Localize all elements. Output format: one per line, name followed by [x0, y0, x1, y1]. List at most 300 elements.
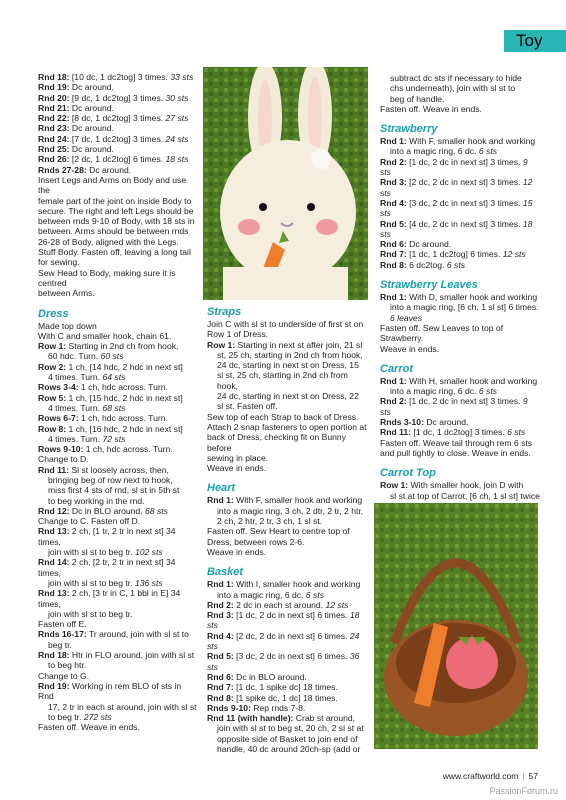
instruction-text: [7 dc, 1 dc2tog] 3 times.	[69, 133, 166, 144]
instruction-line	[38, 588, 198, 609]
instruction-text: Fasten off. Weave in ends.	[380, 103, 482, 114]
instruction-text: into a magic ring, 6 dc.	[217, 589, 306, 600]
paragraph-line: Made top down	[38, 320, 97, 331]
instruction-line	[207, 391, 367, 401]
instruction-label: Rnd 11:	[380, 427, 412, 438]
stitch-count: 6 leaves	[390, 312, 423, 323]
instruction-text: and pull tightly to close. Weave in ends.	[380, 447, 531, 458]
instruction-line	[38, 681, 198, 702]
heading-carrot: Carrot	[380, 362, 414, 375]
instruction-line	[380, 94, 540, 104]
heading-strawberry-leaves: Strawberry Leaves	[380, 279, 478, 292]
body-rounds	[38, 72, 198, 175]
instruction-label: Rnd 12:	[38, 505, 70, 516]
stitch-count: 24 sts	[207, 630, 360, 652]
stitch-count: 27 sts	[165, 113, 189, 124]
instruction-label: Rnd 4:	[380, 197, 407, 208]
instruction-text: [1 dc, 2 dc in next st] 3 times.	[406, 396, 523, 407]
paragraph-line: Insert Legs and Arms on Body and use the	[38, 174, 187, 196]
instruction-line	[207, 682, 367, 692]
instruction-label: Rnds 9-10:	[207, 702, 251, 713]
stitch-count: 6 sts	[305, 589, 325, 600]
instruction-text: Sl st loosely across, then,	[69, 464, 169, 475]
instruction-line	[207, 453, 367, 463]
instruction-label: Rnd 11 (with handle):	[207, 713, 294, 724]
heart-text	[207, 495, 367, 557]
instruction-line	[380, 323, 540, 344]
instruction-label: Rnd 6:	[207, 671, 234, 682]
column-2	[207, 306, 367, 754]
page-number: 57	[528, 771, 538, 781]
instruction-text: 2 ch, [2 tr, 2 tr in next st] 34 times,	[38, 557, 176, 578]
instruction-label: Rnd 2:	[380, 156, 407, 167]
instruction-text: With D, smaller hook and working	[406, 292, 538, 303]
instruction-line	[38, 393, 198, 403]
instruction-label: Rnd 25:	[38, 144, 70, 155]
stitch-count: 12 sts	[502, 249, 526, 260]
instruction-line	[207, 506, 367, 516]
paragraph-line: Stuff Body. Fasten off, leaving a long tail	[38, 247, 191, 258]
instruction-line	[38, 134, 198, 144]
instruction-label: Rnd 1:	[207, 495, 234, 506]
instruction-text: Starting in next st after join, 21 sl	[235, 339, 363, 350]
instruction-label: Rnd 2:	[207, 599, 234, 610]
instruction-text: [2 dc, 2 dc in next st] 6 times.	[233, 630, 350, 641]
paragraph-line: With C and smaller hook, chain 61.	[38, 330, 172, 341]
instruction-text: Weave in ends.	[207, 546, 267, 557]
instruction-text: into a magic ring, 6 dc.	[390, 386, 479, 397]
stitch-count: 102 sts	[134, 547, 163, 558]
instruction-line	[380, 83, 540, 93]
instruction-line	[38, 341, 198, 351]
instruction-text: beg tr.	[48, 639, 72, 650]
section-tab: Toy	[504, 30, 566, 52]
bunny-photo	[203, 67, 368, 300]
dress-rows	[38, 341, 198, 732]
instruction-line	[38, 434, 198, 444]
column-3	[380, 73, 540, 521]
instruction-text: Attach 2 snap fasteners to open portion at	[207, 421, 367, 432]
straps-text	[207, 319, 367, 473]
instruction-text: 4 times. Turn.	[48, 402, 103, 413]
instruction-label: Rnd 26:	[38, 154, 70, 165]
instruction-line	[38, 403, 198, 413]
instruction-line	[207, 547, 367, 557]
instruction-text: 17, 2 tr in each st around, join with sl st	[48, 701, 197, 712]
watermark: PassionForum.ru	[489, 786, 558, 796]
instruction-text: 60 hdc. Turn.	[48, 351, 101, 362]
instruction-text: Dc around.	[69, 102, 114, 113]
instruction-label: Rnd 1:	[380, 292, 407, 303]
instruction-line	[38, 82, 198, 92]
instruction-line	[38, 712, 198, 722]
instruction-label: Rnd 19:	[38, 82, 70, 93]
instruction-label: Rnd 13:	[38, 588, 70, 599]
instruction-line	[380, 491, 540, 501]
instruction-text: Dc around.	[69, 82, 114, 93]
instruction-text: 2 ch, 2 htr, 2 tr, 3 ch, 1 sl st.	[217, 516, 323, 527]
instruction-label: Rnd 11:	[38, 464, 70, 475]
instruction-line	[38, 72, 198, 82]
stitch-count: 18 sts	[207, 610, 360, 631]
instruction-line	[207, 713, 367, 723]
instruction-label: Row 8:	[38, 423, 67, 434]
instruction-text: join with sl st to beg tr.	[48, 547, 135, 558]
instruction-text: Tr around, join with sl st to	[86, 629, 189, 640]
instruction-line	[38, 516, 198, 526]
leaves-text	[380, 292, 540, 354]
instruction-line	[38, 629, 198, 639]
stitch-count: 15 sts	[380, 197, 533, 219]
instruction-text: join with sl st to beg st, 20 ch, 2 sl st at	[217, 723, 364, 734]
instruction-line	[207, 651, 367, 672]
instruction-line	[380, 157, 540, 178]
instruction-line	[380, 73, 540, 83]
instruction-text: bringing beg of row next to hook,	[48, 474, 173, 485]
instruction-line	[207, 610, 367, 631]
instruction-line	[380, 260, 540, 270]
instruction-text: Change to G.	[38, 670, 90, 681]
instruction-line	[380, 427, 540, 437]
instruction-text: to beg htr.	[48, 660, 87, 671]
instruction-line	[38, 475, 198, 485]
stitch-count: 72 sts	[102, 433, 126, 444]
instruction-text: Join C with sl st to underside of first st on	[207, 319, 364, 329]
instruction-line	[207, 463, 367, 473]
instruction-label: Rnd 13:	[38, 526, 70, 537]
instruction-line	[38, 372, 198, 382]
instruction-line	[207, 319, 367, 329]
instruction-line	[38, 557, 198, 578]
instruction-text: [1 dc, 1 dc2tog] 3 times.	[411, 427, 508, 438]
heading-carrot-top: Carrot Top	[380, 467, 436, 480]
instruction-line	[38, 650, 198, 660]
instruction-label: Rnd 22:	[38, 113, 70, 124]
instruction-line	[380, 376, 540, 386]
instruction-text: 24 dc, starting in next st on Dress, 15	[217, 360, 359, 371]
stitch-count: 9 sts	[380, 156, 528, 178]
instruction-text: [2 dc, 1 dc2tog] 6 times.	[69, 154, 166, 165]
instruction-text: 6 dc2tog.	[406, 259, 447, 270]
instruction-line	[38, 93, 198, 103]
instruction-label: Row 2:	[38, 361, 67, 372]
instruction-line	[380, 249, 540, 259]
stitch-count: 6 sts	[507, 427, 526, 438]
instruction-text: 1 ch, hdc across. Turn.	[83, 444, 173, 455]
instruction-label: Row 1:	[380, 480, 409, 491]
instruction-line	[207, 350, 367, 360]
instruction-line	[207, 412, 367, 422]
instruction-line	[380, 239, 540, 249]
instruction-line	[38, 454, 198, 464]
stitch-count: 33 sts	[170, 72, 194, 82]
instruction-line	[207, 495, 367, 505]
instruction-text: With F, smaller hook and working	[406, 136, 536, 147]
instruction-text: join with sl st to beg tr.	[48, 608, 133, 619]
instruction-text: Change to D.	[38, 454, 89, 465]
instruction-text: to beg working in the rnd.	[48, 495, 145, 506]
instruction-line	[207, 579, 367, 589]
instruction-label: Row 5:	[38, 392, 67, 403]
instruction-text: Row 1 of Dress.	[207, 329, 269, 340]
instruction-line	[380, 177, 540, 198]
instruction-line	[380, 302, 540, 312]
instruction-line	[380, 292, 540, 302]
instruction-text: sl st at top of Carrot, [6 ch, 1 sl st] twice	[390, 490, 540, 501]
instruction-line	[38, 465, 198, 475]
instruction-label: Rnd 7:	[380, 249, 407, 260]
instruction-line	[38, 424, 198, 434]
paragraph-line: Sew Head to Body, making sure it is centred	[38, 267, 176, 288]
instruction-label: Rnd 1:	[207, 579, 234, 590]
instruction-label: Rnd 21:	[38, 102, 70, 113]
instruction-text: 1 ch, hdc across. Turn.	[78, 382, 168, 393]
instruction-line	[207, 329, 367, 339]
instruction-line	[207, 432, 367, 453]
instruction-line	[38, 496, 198, 506]
basket-photo	[374, 503, 538, 749]
footer-site: www.craftworld.com	[442, 771, 519, 781]
instruction-text: to beg tr.	[48, 711, 84, 722]
paragraph-line: between. Arms should be between rnds	[38, 226, 189, 237]
heading-dress: Dress	[38, 307, 69, 320]
instruction-label: Rnd 3:	[207, 610, 234, 621]
instruction-line	[38, 444, 198, 454]
instruction-label: Rnd 6:	[380, 239, 407, 250]
stitch-count: 68 sts	[102, 402, 126, 413]
body-assembly-text	[38, 175, 198, 299]
basket-continued	[380, 73, 540, 114]
instruction-line	[207, 370, 367, 391]
instruction-text: [1 dc, 1 spike dc] 18 times.	[233, 682, 338, 693]
instruction-line	[207, 537, 367, 547]
instruction-line	[207, 693, 367, 703]
instruction-line	[207, 631, 367, 652]
instruction-line	[38, 382, 198, 392]
instruction-text: Fasten off. Sew Leaves to top of Strawberry.	[380, 322, 504, 344]
instruction-line	[207, 590, 367, 600]
instruction-line	[38, 351, 198, 361]
paragraph-line: 26-28 of Body, aligned with the Legs.	[38, 236, 179, 247]
instruction-line	[38, 413, 198, 423]
instruction-text: With F, smaller hook and working	[233, 495, 363, 506]
instruction-label: Rnd 5:	[380, 218, 407, 229]
instruction-text: [1 dc, 2 dc in next st] 3 times.	[406, 156, 523, 167]
instruction-text: [3 dc, 2 dc in next st] 6 times.	[233, 651, 350, 662]
instruction-line	[38, 619, 198, 629]
instruction-text: Fasten off. Sew Heart to centre top of	[207, 526, 350, 537]
instruction-text: With smaller hook, join D with	[408, 480, 524, 491]
instruction-text: Dc around.	[69, 144, 114, 155]
instruction-line	[380, 219, 540, 240]
instruction-text: sl st, 25 ch, starting in 2nd ch from hook,	[217, 370, 348, 391]
instruction-text: [4 dc, 2 dc in next st] 3 times.	[406, 218, 523, 229]
heading-strawberry: Strawberry	[380, 123, 438, 136]
instruction-text: [2 dc, 2 dc in next st] 3 times.	[406, 177, 523, 188]
instruction-label: Rnd 18:	[38, 72, 70, 82]
instruction-label: Rnd 5:	[207, 651, 234, 662]
instruction-text: miss first 4 sts of rnd, sl st in 5th st	[48, 485, 180, 496]
strawberry-text	[380, 136, 540, 270]
instruction-label: Row 1:	[207, 339, 236, 350]
paragraph-line: female part of the joint on inside Body to	[38, 195, 192, 206]
instruction-label: Row 1:	[38, 341, 67, 352]
instruction-text: chs underneath), join with sl st to	[390, 83, 516, 94]
instruction-text: 2 ch, [1 tr, 2 tr in next st] 34 times,	[38, 526, 176, 547]
instruction-line	[207, 734, 367, 744]
instruction-line	[38, 113, 198, 123]
stitch-count: 272 sts	[83, 711, 112, 722]
instruction-line	[380, 344, 540, 354]
stitch-count: 64 sts	[102, 372, 126, 383]
instruction-line	[38, 485, 198, 495]
instruction-line	[380, 313, 540, 323]
basket-text	[207, 579, 367, 754]
instruction-text: into a magic ring, 3 ch, 2 dtr, 2 tr, 2 htr,	[217, 505, 364, 516]
instruction-text: [1 dc, 2 dc in next st] 6 times.	[233, 610, 350, 621]
instruction-label: Rnd 19:	[38, 680, 70, 691]
instruction-label: Rows 6-7:	[38, 413, 79, 424]
instruction-text: 1 ch, [14 hdc, 2 hdc in next st]	[66, 361, 183, 372]
instruction-label: Rnd 1:	[380, 375, 407, 386]
instruction-text: 2 dc in each st around.	[233, 599, 326, 610]
instruction-text: [8 dc, 1 dc2tog] 3 times.	[69, 113, 166, 124]
instruction-line	[38, 362, 198, 372]
dress-intro	[38, 321, 198, 342]
instruction-line	[38, 660, 198, 670]
instruction-line	[38, 671, 198, 681]
instruction-label: Rnd 20:	[38, 92, 70, 103]
stitch-count: 6 sts	[478, 146, 498, 157]
instruction-line	[380, 480, 540, 490]
instruction-line	[380, 396, 540, 417]
instruction-line	[207, 340, 367, 350]
instruction-line	[207, 723, 367, 733]
instruction-text: Dress, between rows 2-6.	[207, 536, 305, 547]
instruction-line	[38, 609, 198, 619]
instruction-line	[380, 448, 540, 458]
instruction-line	[380, 198, 540, 219]
heading-straps: Straps	[207, 306, 242, 318]
instruction-text: Dc in BLO around.	[233, 671, 307, 682]
instruction-text: Fasten off. Weave in ends.	[38, 722, 140, 733]
instruction-text: With H, smaller hook and working	[406, 375, 538, 386]
instruction-text: into a magic ring, [6 ch, 1 sl st] 6 times.	[390, 302, 539, 313]
stitch-count: 18 sts	[165, 154, 189, 165]
instruction-label: Rows 3-4:	[38, 382, 79, 393]
instruction-line	[38, 526, 198, 547]
instruction-label: Rnd 3:	[380, 177, 407, 188]
heading-basket: Basket	[207, 566, 244, 579]
instruction-text: 24 dc, starting in next st on Dress, 22	[217, 391, 359, 402]
instruction-line	[380, 386, 540, 396]
page-footer: www.craftworld.com | 57	[442, 771, 538, 781]
stitch-count: 12 sts	[325, 599, 349, 610]
instruction-line	[207, 516, 367, 526]
instruction-line	[207, 744, 367, 754]
instruction-line	[380, 136, 540, 146]
carrot-text	[380, 376, 540, 458]
instruction-text: Dc around.	[69, 123, 114, 134]
instruction-line	[380, 104, 540, 114]
column-1	[38, 72, 198, 732]
instruction-label: Rnd 4:	[207, 630, 234, 641]
instruction-text: 1 ch, [15 hdc, 2 hdc in next st]	[66, 392, 183, 403]
instruction-label: Rnd 2:	[380, 396, 407, 407]
instruction-line	[38, 578, 198, 588]
instruction-line	[207, 526, 367, 536]
instruction-text: [10 dc, 1 dc2tog] 3 times.	[69, 72, 171, 82]
instruction-text: Dc around.	[423, 417, 469, 428]
stitch-count: 36 sts	[207, 651, 360, 672]
instruction-label: Rnd 8:	[380, 259, 407, 270]
instruction-label: Rnd 24:	[38, 133, 70, 144]
instruction-label: Rnd 18:	[38, 650, 70, 661]
paragraph-line: for sewing.	[38, 257, 80, 268]
instruction-text: Rep rnds 7-8.	[250, 702, 306, 713]
instruction-text: into a magic ring, 6 dc.	[390, 146, 479, 157]
instruction-text: With I, smaller hook and working	[233, 579, 361, 590]
stitch-count: 68 sts	[145, 505, 168, 516]
instruction-text: 4 times. Turn.	[48, 372, 103, 383]
stitch-count: 18 sts	[380, 218, 533, 239]
instruction-text: 1 ch, [16 hdc, 2 hdc in next st]	[66, 423, 183, 434]
instruction-label: Rnds 27-28:	[38, 164, 87, 175]
instruction-label: Rnds 16-17:	[38, 629, 87, 640]
instruction-text: [1 spike dc, 1 dc] 18 times.	[233, 692, 338, 703]
instruction-line	[38, 144, 198, 154]
instruction-text: back of Dress, checking fit on Bunny before	[207, 432, 347, 453]
stitch-count: 12 sts	[380, 177, 533, 198]
instruction-text: 2 ch, [3 tr in C, 1 bbl in E] 34 times,	[38, 588, 181, 609]
stitch-count: 30 sts	[165, 92, 189, 103]
instruction-line	[207, 672, 367, 682]
instruction-line	[207, 401, 367, 411]
instruction-label: Rnd 7:	[207, 682, 234, 693]
instruction-text: Working in rem BLO of sts in Rnd	[38, 680, 182, 702]
instruction-text: join with sl st to beg tr.	[48, 577, 135, 588]
instruction-line	[380, 417, 540, 427]
instruction-text: [3 dc, 2 dc in next st] 3 times.	[406, 197, 523, 208]
paragraph-line: secure. The right and left Legs should be	[38, 205, 194, 216]
instruction-label: Rnds 3-10:	[380, 417, 424, 428]
instruction-line	[207, 360, 367, 370]
instruction-label: Rnd 14:	[38, 557, 70, 568]
instruction-text: 4 times. Turn.	[48, 433, 103, 444]
instruction-text: beg of handle.	[390, 93, 445, 104]
instruction-text: sl st. Fasten off.	[217, 401, 278, 412]
instruction-text: Sew top of each Strap to back of Dress.	[207, 411, 359, 422]
stitch-count: 6 sts	[446, 259, 466, 270]
instruction-text: Dc in BLO around.	[69, 505, 145, 516]
instruction-text: opposite side of Basket to join end of	[217, 733, 358, 744]
instruction-text: Weave in ends.	[380, 343, 440, 354]
instruction-text: [9 dc, 1 dc2tog] 3 times.	[69, 92, 166, 103]
instruction-text: Starting in 2nd ch from hook,	[66, 341, 179, 352]
instruction-text: sewing in place.	[207, 452, 269, 463]
instruction-line	[38, 154, 198, 164]
instruction-line	[38, 547, 198, 557]
heading-heart: Heart	[207, 482, 236, 495]
instruction-line	[38, 722, 198, 732]
instruction-text: Crab st around,	[293, 713, 356, 724]
instruction-line	[38, 103, 198, 113]
stitch-count: 9 sts	[380, 396, 528, 417]
paragraph-line: between Arms.	[38, 288, 95, 299]
instruction-text: Fasten off E.	[38, 619, 87, 630]
instruction-text: Dc around.	[86, 164, 132, 175]
instruction-label: Rnd 23:	[38, 123, 70, 134]
